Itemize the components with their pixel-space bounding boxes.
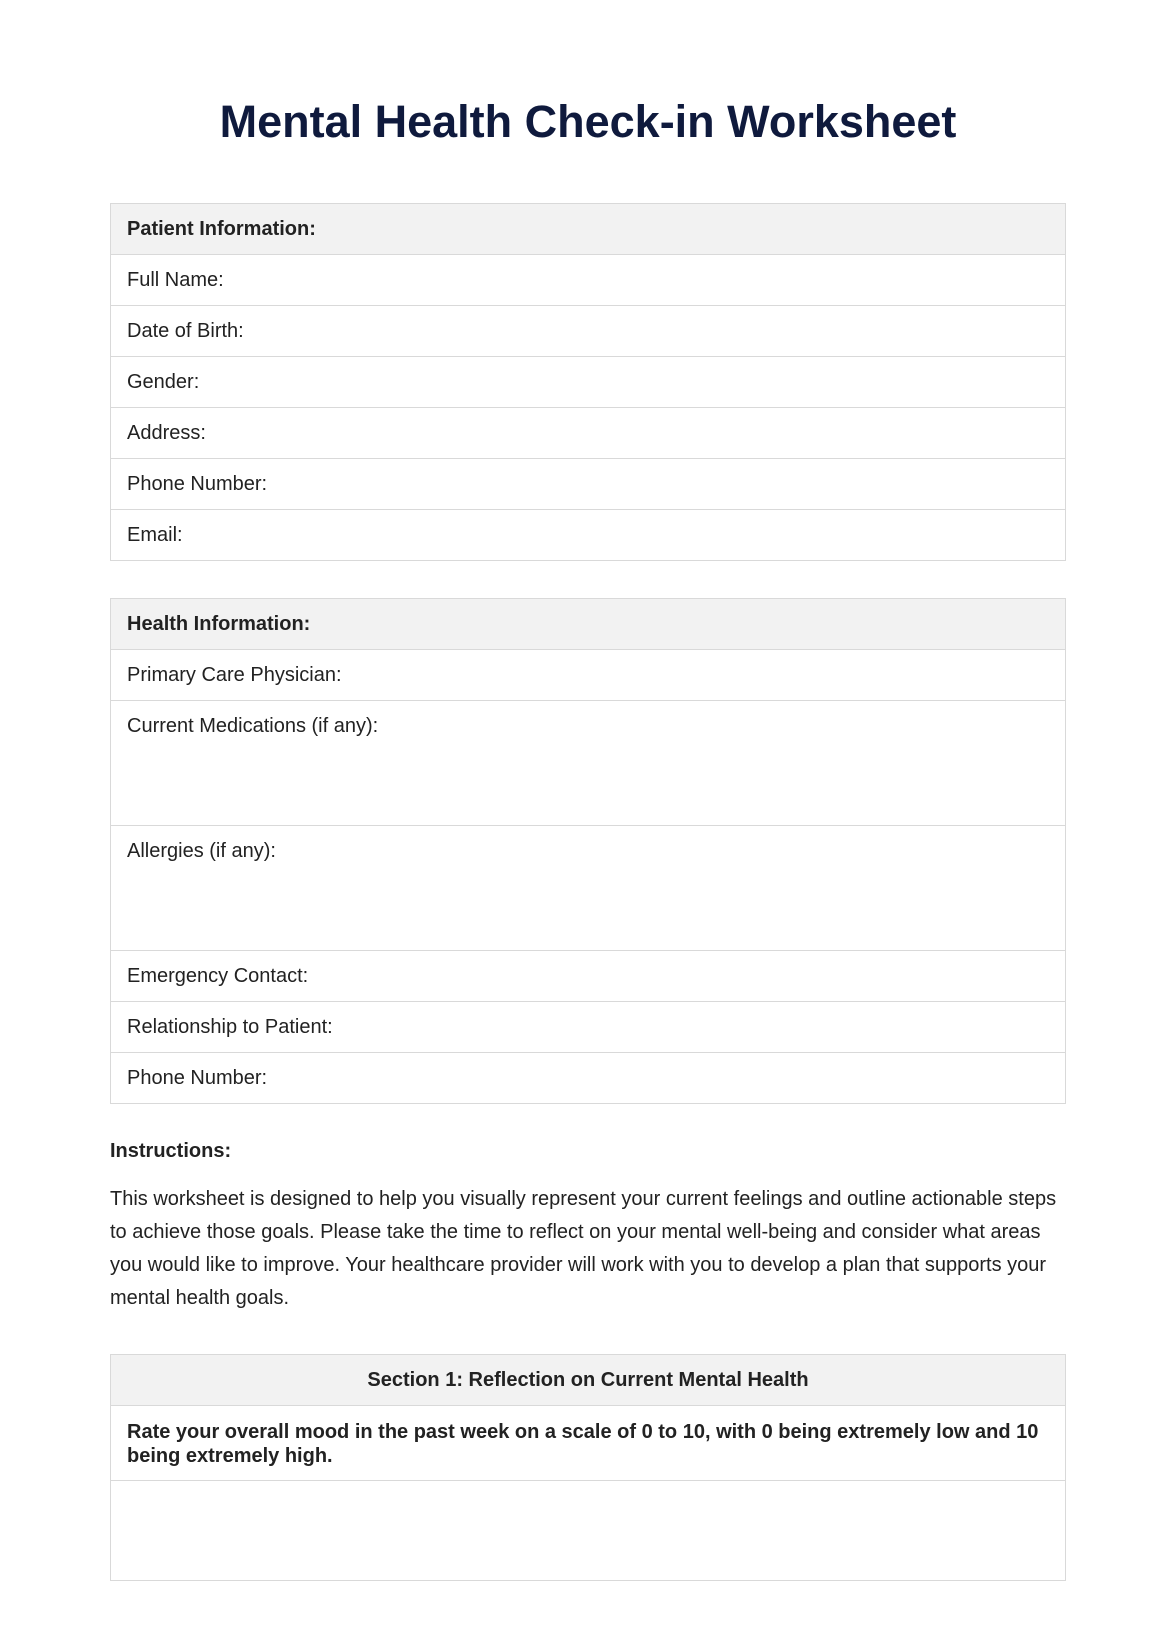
mood-rating-question: Rate your overall mood in the past week on a scale of 0 to 10, with 0 being extremely low and 10 being extremely high. (111, 1406, 1066, 1481)
email-field[interactable]: Email: (111, 510, 1066, 561)
current-medications-field[interactable]: Current Medications (if any): (111, 701, 1066, 826)
full-name-field[interactable]: Full Name: (111, 255, 1066, 306)
patient-information-table (110, 203, 1066, 561)
section-1-heading: Section 1: Reflection on Current Mental Health (111, 1355, 1066, 1406)
primary-care-physician-field[interactable]: Primary Care Physician: (111, 650, 1066, 701)
emergency-phone-field[interactable]: Phone Number: (111, 1053, 1066, 1104)
gender-field[interactable]: Gender: (111, 357, 1066, 408)
instructions-heading: Instructions: (110, 1140, 232, 1162)
emergency-contact-field[interactable]: Emergency Contact: (111, 951, 1066, 1002)
mood-rating-answer[interactable] (111, 1481, 1066, 1581)
address-field[interactable]: Address: (111, 408, 1066, 459)
allergies-field[interactable]: Allergies (if any): (111, 826, 1066, 951)
page-title: Mental Health Check-in Worksheet (219, 96, 957, 147)
health-info-heading: Health Information: (111, 599, 1066, 650)
date-of-birth-field[interactable]: Date of Birth: (111, 306, 1066, 357)
relationship-field[interactable]: Relationship to Patient: (111, 1002, 1066, 1053)
patient-info-heading: Patient Information: (111, 204, 1066, 255)
phone-number-field[interactable]: Phone Number: (111, 459, 1066, 510)
instructions-text: This worksheet is designed to help you visually represent your current feelings and outline actionable steps to achieve those goals. Please take the time to reflect on your mental well-being and consider what areas you would like to improve. Your healthcare provider will work with you to develop a plan that supports your mental health goals. (110, 1188, 1057, 1309)
section-1-table (110, 1354, 1066, 1581)
health-information-table (110, 598, 1066, 1104)
